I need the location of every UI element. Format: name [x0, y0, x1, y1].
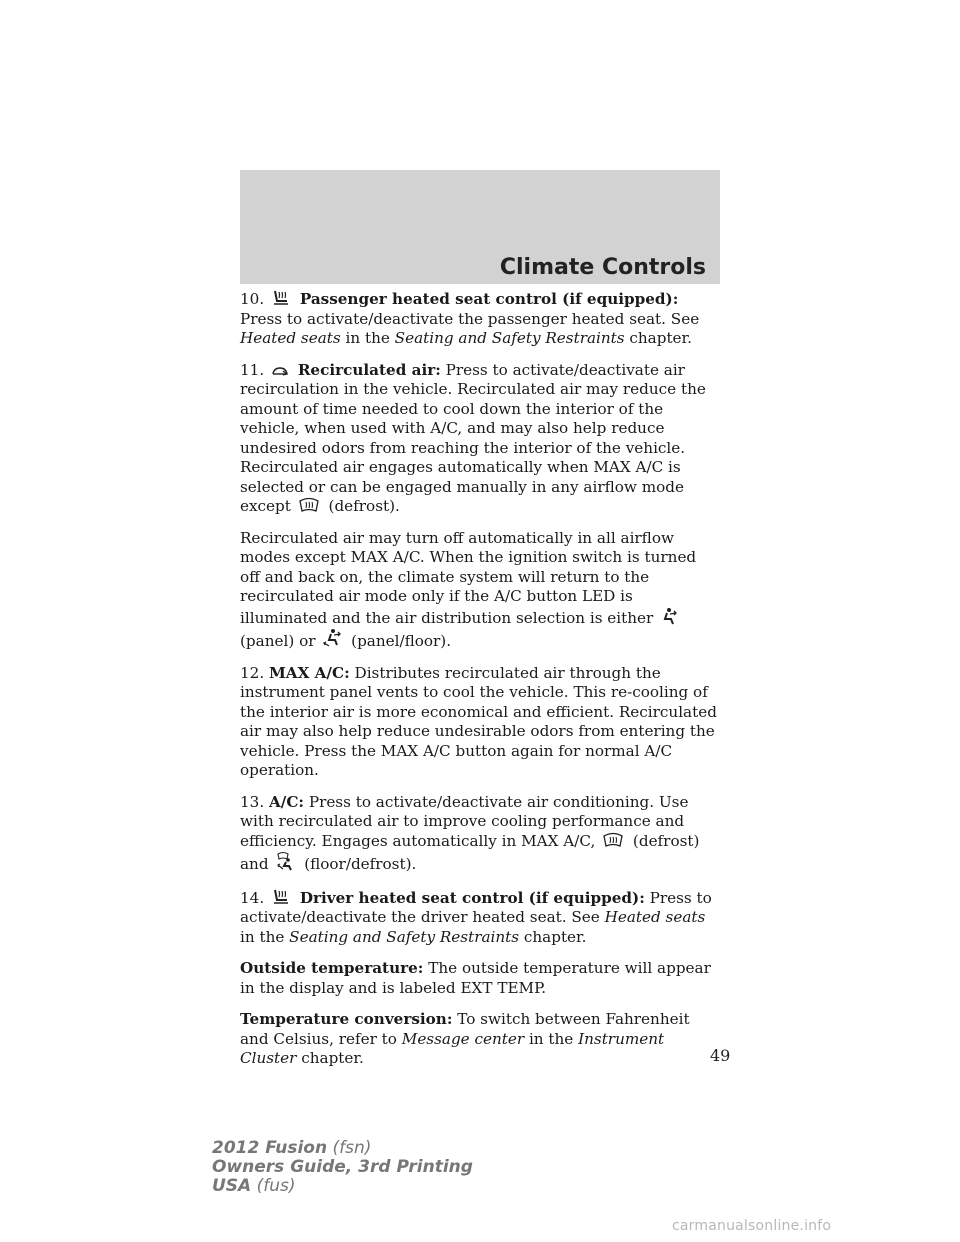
- item-text: Press to activate/deactivate the driver heated seat. See: [240, 888, 712, 926]
- item-title: Recirculated air:: [297, 360, 441, 379]
- item-text: Press to activate/deactivate the passenger heated seat. See: [240, 309, 700, 328]
- item-text: The outside temperature will appear in the display and is labeled EXT TEMP.: [240, 959, 711, 997]
- header-band: [240, 170, 720, 284]
- item-text: in the: [528, 1029, 574, 1048]
- item-text: To switch between Fahrenheit and Celsius, refer to: [240, 1010, 690, 1048]
- item-number: 10.: [240, 290, 265, 308]
- item-title: Driver heated seat control (if equipped):: [299, 888, 645, 907]
- footer-market: USA: [212, 1176, 252, 1196]
- item-text: (floor/defrost).: [304, 855, 417, 873]
- page-number: 49: [710, 1046, 731, 1065]
- item-14: [240, 887, 720, 948]
- defrost-icon: [602, 832, 624, 848]
- panel-airflow-icon: [660, 607, 678, 625]
- item-text: (defrost).: [328, 497, 400, 515]
- item-text: (panel/floor).: [351, 632, 452, 650]
- item-title: Outside temperature:: [240, 959, 424, 977]
- heated-seat-icon: [271, 288, 291, 306]
- item-title: Passenger heated seat control (if equipped):: [299, 290, 679, 308]
- item-12: [240, 664, 720, 781]
- footer-model-line: [212, 1139, 473, 1158]
- item-title: MAX A/C:: [268, 663, 350, 682]
- cross-reference: Heated seats: [604, 908, 706, 926]
- item-11-continued: [240, 529, 720, 652]
- item-13: [240, 793, 720, 875]
- item-text: Press to activate/deactivate air recirculation in the vehicle. Recirculated air may reduce the amount of time needed to cool down the interior of the vehicle, when used with A/C, and may also help reduce undesired odors from reaching the interior of the vehicle. Recirculated air engages automatically when MAX A/C is selected or can be engaged manually in any airflow mode except: [240, 360, 706, 515]
- item-number: 14.: [240, 888, 265, 907]
- item-text: chapter.: [629, 329, 692, 347]
- item-text: Distributes recirculated air through the instrument panel vents to cool the vehicle. This re-cooling of the interior air is more economical and efficient. Recirculated air may also help reduce undesirable odors from entering the vehicle. Press the MAX A/C button again for normal A/C operation.: [240, 663, 717, 779]
- footer-guide: Owners Guide, 3rd Printing: [212, 1157, 473, 1177]
- recirculated-air-icon: [271, 365, 289, 377]
- item-10: [240, 288, 720, 349]
- item-title: A/C:: [268, 792, 305, 811]
- item-number: 13.: [240, 792, 265, 811]
- footer-market-code: (fus): [256, 1176, 296, 1196]
- item-text: chapter.: [301, 1049, 364, 1067]
- footer-model: 2012 Fusion: [212, 1138, 328, 1158]
- heated-seat-icon: [271, 887, 291, 905]
- temperature-conversion: [240, 1010, 720, 1069]
- item-text: (defrost) and: [240, 831, 700, 873]
- item-text: Press to activate/deactivate air conditioning. Use with recirculated air to improve cooling performance and efficiency. Engages automatically in MAX A/C,: [240, 792, 689, 850]
- item-title: Temperature conversion:: [240, 1010, 453, 1028]
- footer-model-code: (fsn): [332, 1138, 372, 1158]
- item-number: 11.: [240, 360, 265, 379]
- item-text: (panel) or: [240, 632, 316, 650]
- cross-reference: Message center: [401, 1029, 525, 1048]
- footer-market-line: [212, 1177, 473, 1196]
- page-content: [240, 288, 720, 1081]
- section-title: Climate Controls: [499, 255, 706, 280]
- defrost-icon: [298, 497, 320, 513]
- item-11: [240, 361, 720, 517]
- cross-reference: Instrument Cluster: [240, 1029, 665, 1067]
- floor-defrost-icon: [275, 851, 295, 871]
- panel-floor-airflow-icon: [322, 628, 342, 648]
- item-text: chapter.: [523, 927, 587, 946]
- outside-temperature: [240, 959, 720, 998]
- cross-reference: Seating and Safety Restraints: [289, 927, 520, 946]
- cross-reference: Heated seats: [240, 329, 341, 347]
- item-number: 12.: [240, 663, 265, 682]
- watermark: carmanualsonline.info: [672, 1218, 832, 1234]
- footer: [212, 1139, 473, 1196]
- item-text: Recirculated air may turn off automatically in all airflow modes except MAX A/C. When the ignition switch is turned off and back on, the climate system will return to the recirculated air mode only if the A/C button LED is illuminated and the air distribution selection is either: [240, 528, 697, 627]
- item-text: in the: [240, 927, 285, 946]
- item-text: in the: [345, 329, 390, 347]
- cross-reference: Seating and Safety Restraints: [394, 329, 625, 347]
